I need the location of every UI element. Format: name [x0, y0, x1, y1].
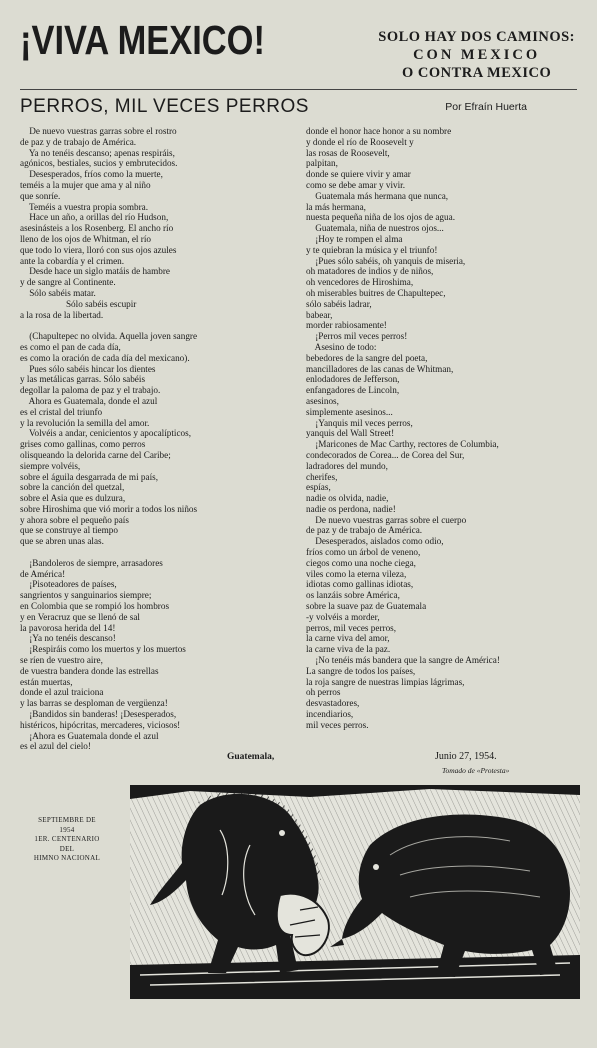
poem-line: agónicos, bestiales, sucios y embrutecidos. — [20, 158, 178, 169]
poem-line: Sólo sabéis matar. — [20, 287, 96, 298]
poem-line: mancilladores de las canas de Whitman, — [306, 363, 454, 374]
poem-line: y las barras se desploman de vergüenza! — [20, 698, 168, 709]
poem-line: la más hermana, — [306, 201, 366, 212]
poem-line: donde el azul traiciona — [20, 687, 104, 698]
poem-line: sobre la canción del quetzal, — [20, 482, 125, 493]
poem-column-right — [306, 126, 578, 731]
place-signature: Guatemala, — [227, 752, 275, 762]
poem-line: y donde el río de Roosevelt y — [306, 136, 414, 147]
poem-line: Desde hace un siglo matáis de hambre — [20, 266, 171, 277]
poem-line: De nuevo vuestras garras sobre el rostro — [20, 126, 177, 136]
poem-line: Ya no tenéis descanso; apenas respiráis, — [20, 147, 175, 158]
poem-line: ¡Respiráis como los muertos y los muertos — [20, 644, 186, 655]
byline: Por Efraín Huerta — [445, 101, 527, 113]
poem-line: enfangadores de Lincoln, — [306, 385, 400, 396]
poem-line: y te quiebran la música y el triunfo! — [306, 244, 438, 255]
anniversary-line: DEL — [59, 844, 75, 853]
anniversary-line: 1954 — [59, 825, 75, 834]
poem-line: Ahora es Guatemala, donde el azul — [20, 395, 158, 406]
poem-line: siempre volvéis, — [20, 460, 81, 471]
poem-line: lleno de los ojos de Whitman, el río — [20, 233, 151, 244]
poem-line: Desesperados, aislados como odio, — [306, 536, 444, 547]
poem-line: Hace un año, a orillas del río Hudson, — [20, 212, 169, 223]
poem-line: oh perros — [306, 687, 341, 698]
stanza-gap — [20, 547, 282, 558]
poem-line: donde se quiere vivir y amar — [306, 169, 411, 180]
poem-line: ¡Hoy te rompen el alma — [306, 233, 403, 244]
poem-line: Guatemala, niña de nuestros ojos... — [306, 223, 444, 234]
poem-line: la pavorosa herida del 14! — [20, 622, 116, 633]
poem-line: nuesta pequeña niña de los ojos de agua. — [306, 212, 455, 223]
poem-heading — [20, 92, 577, 124]
poem-line: -y volvéis a morder, — [306, 611, 380, 622]
poem-line: que se construye al tiempo — [20, 525, 118, 536]
poem-line: La sangre de todos los países, — [306, 665, 416, 676]
poem-line: donde el honor hace honor a su nombre — [306, 126, 452, 136]
poem-line: grises como gallinas, como perros — [20, 439, 146, 450]
poem-line: olisqueando la delorida carne del Caribe; — [20, 449, 171, 460]
poem-line: morder rabiosamente! — [306, 320, 387, 331]
poem-line: asesinos, — [306, 395, 339, 406]
poem-line: babear, — [306, 309, 333, 320]
poem-date: Junio 27, 1954. — [435, 751, 497, 762]
poem-line: Pues sólo sabéis hincar los dientes — [20, 363, 156, 374]
poem-line: Sólo sabéis escupir — [20, 298, 137, 309]
poem-line: que todo lo viera, lloró con sus ojos azules — [20, 244, 177, 255]
poem-line: la roja sangre de nuestras limpias lágrimas, — [306, 676, 465, 687]
poem-line: fríos como un árbol de veneno, — [306, 547, 421, 558]
anniversary-line: 1ER. CENTENARIO — [34, 835, 100, 843]
poem-line: en Colombia que se rompió los hombros — [20, 601, 170, 612]
poem-line: ¡Bandidos sin banderas! ¡Desesperados, — [20, 709, 177, 720]
poem-line: sobre Hiroshima que vió morir a todos los niños — [20, 503, 198, 514]
poem-column-left — [20, 126, 282, 752]
poem-line: es como la oración de cada día del mexicano). — [20, 352, 190, 363]
poem-line: ¡Bandoleros de siempre, arrasadores — [20, 557, 163, 568]
poem-line: ante la cobardía y el crimen. — [20, 255, 125, 266]
poem-line: las rosas de Roosevelt, — [306, 147, 390, 158]
poem-line: ¡Ya no tenéis descanso! — [20, 633, 116, 644]
poem-line: que se abren unas alas. — [20, 536, 104, 547]
poem-line: sobre el águila desgarrada de mi país, — [20, 471, 159, 482]
poem-line: es el azul del cielo! — [20, 741, 91, 752]
header-rule — [20, 89, 577, 90]
poem-line: idiotas como gallinas idiotas, — [306, 579, 414, 590]
poem-line: De nuevo vuestras garras sobre el cuerpo — [306, 514, 467, 525]
poem-line: a la rosa de la libertad. — [20, 309, 104, 320]
poem-line: y de sangre al Continente. — [20, 277, 116, 288]
poem-line: cherifes, — [306, 471, 338, 482]
bottom-section — [20, 781, 577, 1001]
poem-line: degollar la paloma de paz y el trabajo. — [20, 385, 161, 396]
poem-line: espías, — [306, 482, 331, 493]
poem-line: asesinásteis a los Rosenberg. El ancho río — [20, 223, 174, 234]
poem-line: y ahora sobre el pequeño país — [20, 514, 129, 525]
poem-title: PERROS, MIL VECES PERROS — [20, 96, 309, 117]
poem-line: nadie os perdona, nadie! — [306, 503, 396, 514]
poem-line: Volvéis a andar, cenicientos y apocalípticos, — [20, 428, 191, 439]
poem-line: bebedores de la sangre del poeta, — [306, 352, 428, 363]
poem-line: y las metálicas garras. Sólo sabéis — [20, 374, 146, 385]
stanza-gap — [20, 320, 282, 331]
poem-line: oh matadores de indios y de niños, — [306, 266, 434, 277]
poem-line: Desesperados, fríos como la muerte, — [20, 169, 163, 180]
poem-line: teméis a la mujer que ama y al niño — [20, 179, 151, 190]
masthead — [20, 14, 577, 84]
poem-line: de paz y de trabajo de América. — [306, 525, 423, 536]
poem-line: sobre la suave paz de Guatemala — [306, 601, 427, 612]
tagline-line: O CONTRA MEXICO — [401, 65, 552, 81]
poem-body — [20, 126, 577, 781]
poem-line: es como el pan de cada día, — [20, 341, 121, 352]
poem-line: desvastadores, — [306, 698, 360, 709]
poem-line: os lanzáis sobre América, — [306, 590, 400, 601]
anniversary-note — [22, 816, 112, 864]
main-title: ¡VIVA MEXICO! — [20, 17, 265, 63]
anniversary-line: HIMNO NACIONAL — [33, 854, 101, 862]
anniversary-line: SEPTIEMBRE DE — [38, 816, 96, 824]
poem-line: ¡Ahora es Guatemala donde el azul — [20, 730, 159, 741]
tagline-line: CON MEXICO — [413, 47, 541, 63]
poem-line: (Chapultepec no olvida. Aquella joven sangre — [20, 331, 198, 342]
poem-line: simplemente asesinos... — [306, 406, 393, 417]
tagline — [378, 28, 575, 82]
poem-line: incendiarios, — [306, 709, 354, 720]
poem-line: la carne viva del amor, — [306, 633, 390, 644]
poem-line: sólo sabéis ladrar, — [306, 298, 372, 309]
tagline-line: SOLO HAY DOS CAMINOS: — [378, 29, 575, 45]
poem-line: sobre el Asia que es dulzura, — [20, 493, 126, 504]
poem-line: oh vencedores de Hiroshima, — [306, 277, 414, 288]
poem-line: de paz y de trabajo de América. — [20, 136, 137, 147]
poem-line: y en Veracruz que se llenó de sal — [20, 611, 140, 622]
poem-line: como se debe amar y vivir. — [306, 179, 405, 190]
poem-line: ladradores del mundo, — [306, 460, 388, 471]
poem-line: ¡Maricones de Mac Carthy, rectores de Columbia, — [306, 439, 499, 450]
poem-line: Asesino de todo: — [306, 341, 377, 352]
poem-line: que sonríe. — [20, 190, 61, 201]
poem-line: nadie os olvida, nadie, — [306, 493, 389, 504]
poem-line: ¡Pisoteadores de países, — [20, 579, 117, 590]
poem-line: de vuestra bandera donde las estrellas — [20, 665, 159, 676]
poem-line: viles como la eterna vileza, — [306, 568, 407, 579]
poem-line: sangrientos y sanguinarios siempre; — [20, 590, 152, 601]
poem-line: es el cristal del triunfo — [20, 406, 103, 417]
poem-line: enlodadores de Jefferson, — [306, 374, 400, 385]
poem-line: Guatemala más hermana que nunca, — [306, 190, 449, 201]
poem-line: y la revolución la semilla del amor. — [20, 417, 150, 428]
poem-line: perros, mil veces perros, — [306, 622, 397, 633]
poem-line: mil veces perros. — [306, 719, 369, 730]
poem-line: palpitan, — [306, 158, 338, 169]
poem-line: ciegos como una noche ciega, — [306, 557, 416, 568]
poem-line: ¡Perros mil veces perros! — [306, 331, 408, 342]
poem-line: Teméis a vuestra propia sombra. — [20, 201, 149, 212]
poem-line: de América! — [20, 568, 66, 579]
poem-line: se ríen de vuestro aire, — [20, 655, 103, 666]
poem-line: oh miserables buitres de Chapultepec, — [306, 287, 446, 298]
source-credit: Tomado de «Protesta» — [442, 766, 510, 775]
woodcut-dogs-icon — [130, 785, 580, 999]
poem-line: yanquis del Wall Street! — [306, 428, 395, 439]
poem-line: ¡Yanquis mil veces perros, — [306, 417, 413, 428]
poem-line: están muertas, — [20, 676, 73, 687]
poem-line: condecorados de Corea... de Corea del Sur, — [306, 449, 465, 460]
poem-line: la carne viva de la paz. — [306, 644, 391, 655]
poem-line: ¡Pues sólo sabéis, oh yanquis de miseria, — [306, 255, 466, 266]
poem-line: histéricos, hipócritas, mercaderes, viciosos! — [20, 719, 181, 730]
poem-line: ¡No tenéis más bandera que la sangre de América! — [306, 655, 500, 666]
